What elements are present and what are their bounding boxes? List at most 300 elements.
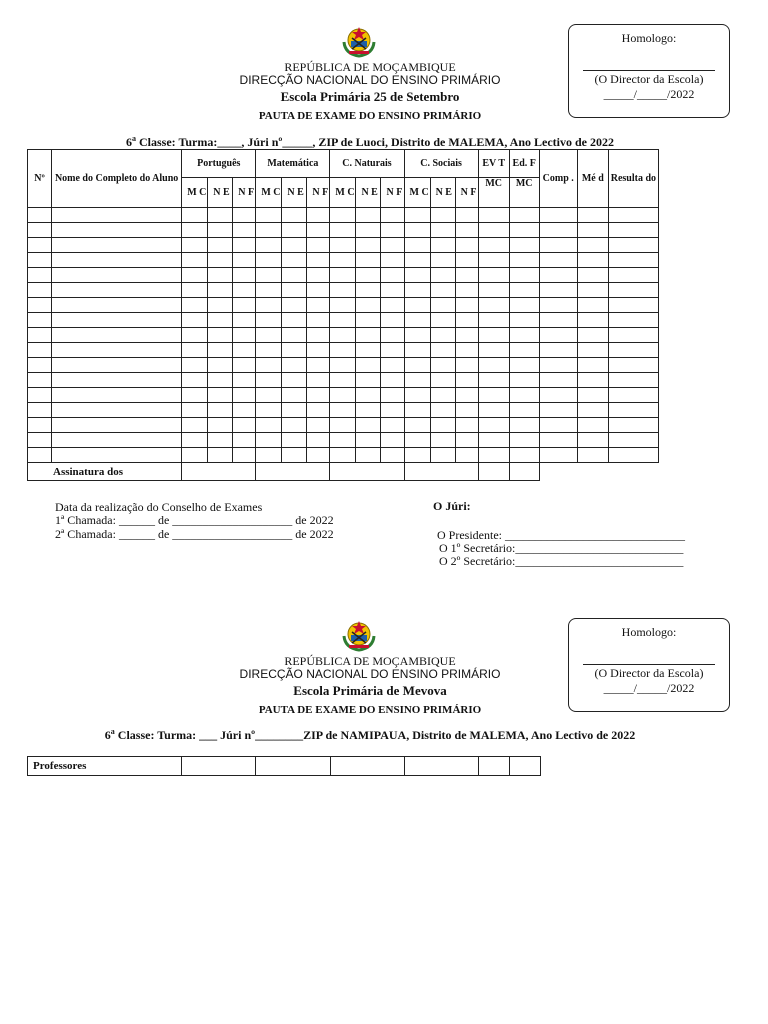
grade-cell[interactable]	[282, 388, 307, 403]
grade-cell[interactable]	[404, 223, 430, 238]
grade-cell[interactable]	[182, 208, 208, 223]
signature-cell[interactable]	[509, 463, 539, 481]
grade-cell[interactable]	[455, 238, 478, 253]
grade-cell[interactable]	[404, 313, 430, 328]
signature-cell[interactable]	[330, 463, 404, 481]
student-name-cell[interactable]	[52, 433, 182, 448]
grade-cell[interactable]	[182, 358, 208, 373]
grade-cell[interactable]	[307, 373, 330, 388]
grade-cell[interactable]	[381, 433, 404, 448]
grade-cell[interactable]	[455, 358, 478, 373]
grade-cell[interactable]	[356, 223, 381, 238]
signature-cell[interactable]	[256, 463, 330, 481]
grade-cell[interactable]	[430, 283, 455, 298]
student-name-cell[interactable]	[52, 343, 182, 358]
grade-cell[interactable]	[381, 448, 404, 463]
grade-cell[interactable]	[256, 388, 282, 403]
grade-cell[interactable]	[478, 208, 509, 223]
grade-cell[interactable]	[208, 373, 233, 388]
grade-cell[interactable]	[233, 403, 256, 418]
grade-cell[interactable]	[307, 298, 330, 313]
student-name-cell[interactable]	[52, 283, 182, 298]
grade-cell[interactable]	[577, 403, 608, 418]
student-name-cell[interactable]	[52, 298, 182, 313]
grade-cell[interactable]	[404, 208, 430, 223]
grade-cell[interactable]	[381, 313, 404, 328]
grade-cell[interactable]	[478, 448, 509, 463]
grade-cell[interactable]	[307, 208, 330, 223]
grade-cell[interactable]	[307, 238, 330, 253]
grade-cell[interactable]	[330, 388, 356, 403]
grade-cell[interactable]	[539, 343, 577, 358]
grade-cell[interactable]	[182, 313, 208, 328]
grade-cell[interactable]	[282, 313, 307, 328]
grade-cell[interactable]	[28, 433, 52, 448]
grade-cell[interactable]	[330, 403, 356, 418]
grade-cell[interactable]	[509, 373, 539, 388]
grade-cell[interactable]	[182, 448, 208, 463]
grade-cell[interactable]	[539, 388, 577, 403]
grade-cell[interactable]	[208, 253, 233, 268]
grade-cell[interactable]	[330, 298, 356, 313]
grade-cell[interactable]	[509, 223, 539, 238]
grade-cell[interactable]	[509, 313, 539, 328]
grade-cell[interactable]	[307, 313, 330, 328]
grade-cell[interactable]	[509, 358, 539, 373]
grade-cell[interactable]	[577, 418, 608, 433]
grade-cell[interactable]	[455, 298, 478, 313]
grade-cell[interactable]	[282, 283, 307, 298]
grade-cell[interactable]	[330, 418, 356, 433]
grade-cell[interactable]	[256, 238, 282, 253]
grade-cell[interactable]	[430, 343, 455, 358]
grade-cell[interactable]	[509, 343, 539, 358]
grade-cell[interactable]	[256, 403, 282, 418]
grade-cell[interactable]	[539, 253, 577, 268]
grade-cell[interactable]	[307, 283, 330, 298]
grade-cell[interactable]	[430, 418, 455, 433]
grade-cell[interactable]	[430, 253, 455, 268]
grade-cell[interactable]	[455, 328, 478, 343]
grade-cell[interactable]	[608, 433, 658, 448]
grade-cell[interactable]	[608, 373, 658, 388]
grade-cell[interactable]	[539, 268, 577, 283]
grade-cell[interactable]	[539, 328, 577, 343]
grade-cell[interactable]	[233, 328, 256, 343]
grade-cell[interactable]	[307, 223, 330, 238]
grade-cell[interactable]	[256, 283, 282, 298]
grade-cell[interactable]	[256, 373, 282, 388]
grade-cell[interactable]	[577, 448, 608, 463]
grade-cell[interactable]	[330, 238, 356, 253]
grade-cell[interactable]	[430, 298, 455, 313]
grade-cell[interactable]	[330, 208, 356, 223]
grade-cell[interactable]	[539, 373, 577, 388]
student-name-cell[interactable]	[52, 313, 182, 328]
grade-cell[interactable]	[430, 208, 455, 223]
grade-cell[interactable]	[208, 223, 233, 238]
grade-cell[interactable]	[282, 268, 307, 283]
grade-cell[interactable]	[509, 433, 539, 448]
grade-cell[interactable]	[404, 298, 430, 313]
grade-cell[interactable]	[356, 388, 381, 403]
grade-cell[interactable]	[455, 373, 478, 388]
grade-cell[interactable]	[608, 403, 658, 418]
grade-cell[interactable]	[282, 223, 307, 238]
grade-cell[interactable]	[430, 268, 455, 283]
grade-cell[interactable]	[478, 358, 509, 373]
grade-cell[interactable]	[509, 268, 539, 283]
grade-cell[interactable]	[282, 238, 307, 253]
grade-cell[interactable]	[256, 313, 282, 328]
signature-cell[interactable]	[182, 757, 256, 776]
grade-cell[interactable]	[208, 358, 233, 373]
grade-cell[interactable]	[256, 328, 282, 343]
grade-cell[interactable]	[577, 433, 608, 448]
grade-cell[interactable]	[455, 223, 478, 238]
student-name-cell[interactable]	[52, 358, 182, 373]
grade-cell[interactable]	[430, 223, 455, 238]
grade-cell[interactable]	[455, 388, 478, 403]
signature-cell[interactable]	[256, 757, 331, 776]
grade-cell[interactable]	[28, 238, 52, 253]
grade-cell[interactable]	[208, 343, 233, 358]
grade-cell[interactable]	[539, 418, 577, 433]
grade-cell[interactable]	[539, 358, 577, 373]
grade-cell[interactable]	[539, 403, 577, 418]
grade-cell[interactable]	[28, 448, 52, 463]
grade-cell[interactable]	[404, 373, 430, 388]
grade-cell[interactable]	[208, 328, 233, 343]
grade-cell[interactable]	[282, 328, 307, 343]
grade-cell[interactable]	[455, 253, 478, 268]
grade-cell[interactable]	[455, 268, 478, 283]
grade-cell[interactable]	[455, 208, 478, 223]
grade-cell[interactable]	[509, 388, 539, 403]
grade-cell[interactable]	[455, 313, 478, 328]
grade-cell[interactable]	[478, 343, 509, 358]
grade-cell[interactable]	[307, 418, 330, 433]
grade-cell[interactable]	[356, 403, 381, 418]
grade-cell[interactable]	[28, 343, 52, 358]
grade-cell[interactable]	[539, 313, 577, 328]
grade-cell[interactable]	[330, 433, 356, 448]
grade-cell[interactable]	[233, 223, 256, 238]
grade-cell[interactable]	[381, 418, 404, 433]
grade-cell[interactable]	[577, 298, 608, 313]
grade-cell[interactable]	[256, 418, 282, 433]
grade-cell[interactable]	[330, 268, 356, 283]
grade-cell[interactable]	[182, 403, 208, 418]
grade-cell[interactable]	[478, 418, 509, 433]
grade-cell[interactable]	[404, 238, 430, 253]
grade-cell[interactable]	[233, 343, 256, 358]
grade-cell[interactable]	[381, 208, 404, 223]
grade-cell[interactable]	[256, 298, 282, 313]
grade-cell[interactable]	[233, 238, 256, 253]
grade-cell[interactable]	[404, 358, 430, 373]
grade-cell[interactable]	[28, 208, 52, 223]
grade-cell[interactable]	[28, 373, 52, 388]
grade-cell[interactable]	[307, 343, 330, 358]
grade-cell[interactable]	[28, 313, 52, 328]
grade-cell[interactable]	[282, 208, 307, 223]
grade-cell[interactable]	[233, 388, 256, 403]
grade-cell[interactable]	[208, 268, 233, 283]
grade-cell[interactable]	[256, 448, 282, 463]
grade-cell[interactable]	[381, 253, 404, 268]
grade-cell[interactable]	[381, 328, 404, 343]
grade-cell[interactable]	[208, 238, 233, 253]
grade-cell[interactable]	[509, 448, 539, 463]
grade-cell[interactable]	[356, 208, 381, 223]
grade-cell[interactable]	[509, 298, 539, 313]
grade-cell[interactable]	[208, 388, 233, 403]
grade-cell[interactable]	[330, 313, 356, 328]
grade-cell[interactable]	[182, 238, 208, 253]
grade-cell[interactable]	[233, 298, 256, 313]
grade-cell[interactable]	[28, 358, 52, 373]
signature-cell[interactable]	[405, 757, 479, 776]
grade-cell[interactable]	[182, 253, 208, 268]
grade-cell[interactable]	[182, 223, 208, 238]
grade-cell[interactable]	[182, 373, 208, 388]
grade-cell[interactable]	[256, 268, 282, 283]
grade-cell[interactable]	[404, 343, 430, 358]
grade-cell[interactable]	[356, 418, 381, 433]
student-name-cell[interactable]	[52, 238, 182, 253]
grade-cell[interactable]	[478, 373, 509, 388]
signature-cell[interactable]	[478, 463, 509, 481]
grade-cell[interactable]	[381, 283, 404, 298]
grade-cell[interactable]	[307, 448, 330, 463]
grade-cell[interactable]	[478, 403, 509, 418]
grade-cell[interactable]	[509, 208, 539, 223]
grade-cell[interactable]	[404, 283, 430, 298]
signature-cell[interactable]	[510, 757, 541, 776]
grade-cell[interactable]	[608, 313, 658, 328]
grade-cell[interactable]	[539, 448, 577, 463]
grade-cell[interactable]	[509, 283, 539, 298]
grade-cell[interactable]	[307, 328, 330, 343]
signature-cell[interactable]	[479, 757, 510, 776]
grade-cell[interactable]	[233, 283, 256, 298]
grade-cell[interactable]	[404, 448, 430, 463]
grade-cell[interactable]	[330, 373, 356, 388]
grade-cell[interactable]	[356, 448, 381, 463]
grade-cell[interactable]	[208, 313, 233, 328]
grade-cell[interactable]	[381, 268, 404, 283]
grade-cell[interactable]	[455, 343, 478, 358]
student-name-cell[interactable]	[52, 388, 182, 403]
grade-cell[interactable]	[608, 298, 658, 313]
grade-cell[interactable]	[404, 388, 430, 403]
grade-cell[interactable]	[233, 268, 256, 283]
grade-cell[interactable]	[233, 373, 256, 388]
grade-cell[interactable]	[455, 433, 478, 448]
student-name-cell[interactable]	[52, 253, 182, 268]
grade-cell[interactable]	[478, 388, 509, 403]
grade-cell[interactable]	[330, 448, 356, 463]
grade-cell[interactable]	[577, 208, 608, 223]
grade-cell[interactable]	[182, 328, 208, 343]
student-name-cell[interactable]	[52, 328, 182, 343]
grade-cell[interactable]	[577, 253, 608, 268]
grade-cell[interactable]	[539, 238, 577, 253]
grade-cell[interactable]	[330, 328, 356, 343]
grade-cell[interactable]	[608, 283, 658, 298]
grade-cell[interactable]	[282, 343, 307, 358]
signature-cell[interactable]	[404, 463, 478, 481]
grade-cell[interactable]	[282, 448, 307, 463]
grade-cell[interactable]	[608, 418, 658, 433]
grade-cell[interactable]	[577, 268, 608, 283]
grade-cell[interactable]	[330, 223, 356, 238]
grade-cell[interactable]	[256, 358, 282, 373]
grade-cell[interactable]	[608, 328, 658, 343]
grade-cell[interactable]	[256, 433, 282, 448]
grade-cell[interactable]	[478, 328, 509, 343]
grade-cell[interactable]	[404, 418, 430, 433]
grade-cell[interactable]	[430, 448, 455, 463]
grade-cell[interactable]	[509, 238, 539, 253]
grade-cell[interactable]	[208, 418, 233, 433]
grade-cell[interactable]	[478, 283, 509, 298]
grade-cell[interactable]	[282, 433, 307, 448]
grade-cell[interactable]	[577, 388, 608, 403]
grade-cell[interactable]	[28, 388, 52, 403]
grade-cell[interactable]	[356, 358, 381, 373]
grade-cell[interactable]	[577, 238, 608, 253]
grade-cell[interactable]	[182, 433, 208, 448]
grade-cell[interactable]	[455, 403, 478, 418]
grade-cell[interactable]	[381, 343, 404, 358]
grade-cell[interactable]	[356, 298, 381, 313]
grade-cell[interactable]	[381, 403, 404, 418]
grade-cell[interactable]	[256, 253, 282, 268]
grade-cell[interactable]	[478, 313, 509, 328]
student-name-cell[interactable]	[52, 268, 182, 283]
grade-cell[interactable]	[539, 208, 577, 223]
grade-cell[interactable]	[182, 388, 208, 403]
grade-cell[interactable]	[577, 283, 608, 298]
grade-cell[interactable]	[608, 388, 658, 403]
grade-cell[interactable]	[509, 418, 539, 433]
grade-cell[interactable]	[509, 253, 539, 268]
grade-cell[interactable]	[509, 403, 539, 418]
grade-cell[interactable]	[28, 268, 52, 283]
grade-cell[interactable]	[430, 358, 455, 373]
grade-cell[interactable]	[539, 433, 577, 448]
grade-cell[interactable]	[608, 358, 658, 373]
grade-cell[interactable]	[256, 208, 282, 223]
grade-cell[interactable]	[608, 223, 658, 238]
grade-cell[interactable]	[539, 223, 577, 238]
grade-cell[interactable]	[577, 343, 608, 358]
grade-cell[interactable]	[404, 433, 430, 448]
student-name-cell[interactable]	[52, 448, 182, 463]
grade-cell[interactable]	[282, 403, 307, 418]
grade-cell[interactable]	[28, 283, 52, 298]
grade-cell[interactable]	[233, 358, 256, 373]
grade-cell[interactable]	[282, 373, 307, 388]
student-name-cell[interactable]	[52, 403, 182, 418]
grade-cell[interactable]	[182, 298, 208, 313]
grade-cell[interactable]	[256, 223, 282, 238]
grade-cell[interactable]	[478, 298, 509, 313]
grade-cell[interactable]	[608, 448, 658, 463]
grade-cell[interactable]	[356, 283, 381, 298]
grade-cell[interactable]	[455, 448, 478, 463]
grade-cell[interactable]	[478, 433, 509, 448]
student-name-cell[interactable]	[52, 223, 182, 238]
grade-cell[interactable]	[208, 298, 233, 313]
grade-cell[interactable]	[307, 403, 330, 418]
grade-cell[interactable]	[28, 403, 52, 418]
grade-cell[interactable]	[356, 373, 381, 388]
grade-cell[interactable]	[356, 238, 381, 253]
grade-cell[interactable]	[208, 208, 233, 223]
grade-cell[interactable]	[282, 418, 307, 433]
grade-cell[interactable]	[233, 253, 256, 268]
grade-cell[interactable]	[307, 268, 330, 283]
grade-cell[interactable]	[430, 388, 455, 403]
grade-cell[interactable]	[28, 328, 52, 343]
grade-cell[interactable]	[577, 223, 608, 238]
grade-cell[interactable]	[455, 283, 478, 298]
grade-cell[interactable]	[307, 358, 330, 373]
grade-cell[interactable]	[381, 298, 404, 313]
grade-cell[interactable]	[307, 253, 330, 268]
grade-cell[interactable]	[381, 238, 404, 253]
grade-cell[interactable]	[608, 253, 658, 268]
grade-cell[interactable]	[233, 433, 256, 448]
student-name-cell[interactable]	[52, 418, 182, 433]
grade-cell[interactable]	[356, 433, 381, 448]
grade-cell[interactable]	[430, 403, 455, 418]
grade-cell[interactable]	[356, 313, 381, 328]
grade-cell[interactable]	[330, 253, 356, 268]
grade-cell[interactable]	[430, 433, 455, 448]
grade-cell[interactable]	[28, 223, 52, 238]
grade-cell[interactable]	[404, 268, 430, 283]
student-name-cell[interactable]	[52, 373, 182, 388]
grade-cell[interactable]	[233, 208, 256, 223]
grade-cell[interactable]	[356, 343, 381, 358]
grade-cell[interactable]	[608, 208, 658, 223]
student-name-cell[interactable]	[52, 208, 182, 223]
grade-cell[interactable]	[539, 283, 577, 298]
grade-cell[interactable]	[233, 448, 256, 463]
grade-cell[interactable]	[478, 253, 509, 268]
grade-cell[interactable]	[208, 403, 233, 418]
grade-cell[interactable]	[577, 313, 608, 328]
grade-cell[interactable]	[233, 313, 256, 328]
grade-cell[interactable]	[233, 418, 256, 433]
grade-cell[interactable]	[28, 298, 52, 313]
grade-cell[interactable]	[282, 253, 307, 268]
grade-cell[interactable]	[28, 418, 52, 433]
grade-cell[interactable]	[539, 298, 577, 313]
grade-cell[interactable]	[404, 403, 430, 418]
grade-cell[interactable]	[182, 283, 208, 298]
grade-cell[interactable]	[282, 298, 307, 313]
grade-cell[interactable]	[608, 343, 658, 358]
grade-cell[interactable]	[478, 223, 509, 238]
grade-cell[interactable]	[430, 238, 455, 253]
signature-cell[interactable]	[182, 463, 256, 481]
grade-cell[interactable]	[307, 433, 330, 448]
